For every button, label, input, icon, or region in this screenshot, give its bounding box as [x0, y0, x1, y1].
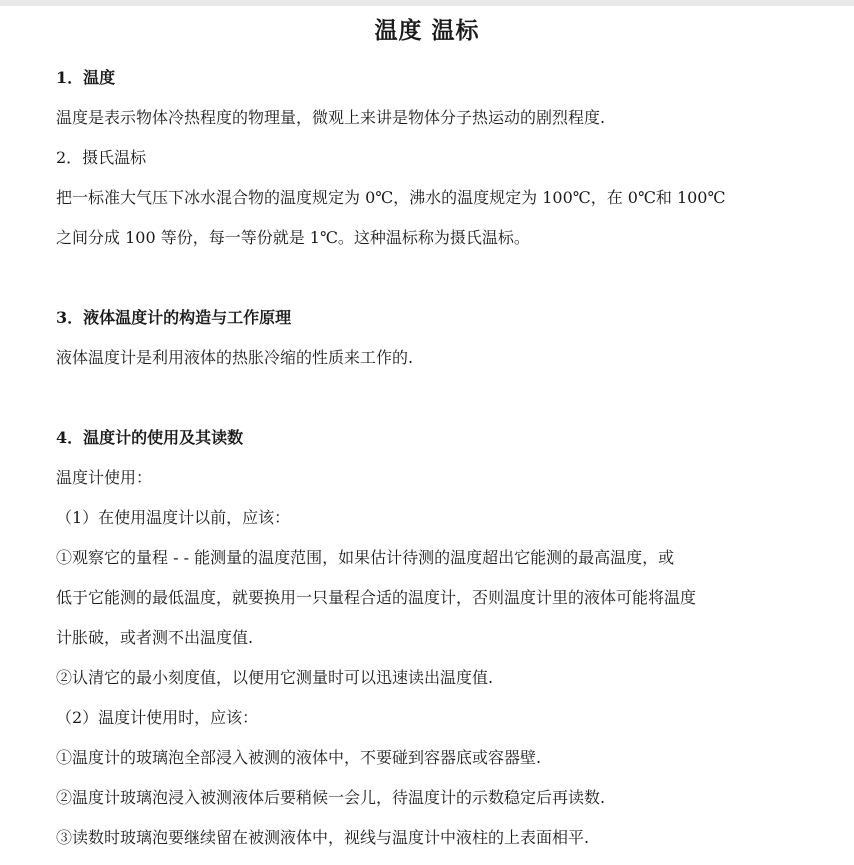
section-4-heading: 4．温度计的使用及其读数: [56, 428, 244, 447]
part-1-item-1-line-3: 计胀破，或者测不出温度值.: [56, 628, 254, 647]
section-3-text: 液体温度计是利用液体的热胀冷缩的性质来工作的.: [56, 348, 414, 367]
section-2-heading: 2．摄氏温标: [56, 148, 147, 167]
part-2-label: （2）温度计使用时，应该：: [56, 708, 259, 727]
part-1-item-2: ②认清它的最小刻度值，以便用它测量时可以迅速读出温度值.: [56, 668, 494, 687]
section-1-text: 温度是表示物体冷热程度的物理量，微观上来讲是物体分子热运动的剧烈程度.: [56, 108, 606, 127]
part-1-item-1-line-2: 低于它能测的最低温度，就要换用一只量程合适的温度计，否则温度计里的液体可能将温度: [56, 588, 697, 607]
page-title: 温度 温标: [374, 17, 480, 44]
part-2-item-1: ①温度计的玻璃泡全部浸入被测的液体中，不要碰到容器底或容器壁.: [56, 748, 542, 767]
section-2-text-line-2: 之间分成 100 等份，每一等份就是 1℃。这种温标称为摄氏温标。: [56, 228, 530, 247]
section-2-text-line-1: 把一标准大气压下冰水混合物的温度规定为 0℃，沸水的温度规定为 100℃，在 0℃和 100℃: [56, 188, 726, 207]
part-2-item-3: ③读数时玻璃泡要继续留在被测液体中，视线与温度计中液柱的上表面相平.: [56, 828, 590, 847]
section-1-heading: 1．温度: [56, 68, 116, 87]
section-4-intro: 温度计使用：: [56, 468, 153, 487]
part-1-item-1-line-1: ①观察它的量程 - - 能测量的温度范围，如果估计待测的温度超出它能测的最高温度，或: [56, 548, 675, 567]
part-2-item-2: ②温度计玻璃泡浸入被测液体后要稍候一会儿，待温度计的示数稳定后再读数.: [56, 788, 606, 807]
section-3-heading: 3．液体温度计的构造与工作原理: [56, 308, 292, 327]
part-1-label: （1）在使用温度计以前，应该：: [56, 508, 291, 527]
